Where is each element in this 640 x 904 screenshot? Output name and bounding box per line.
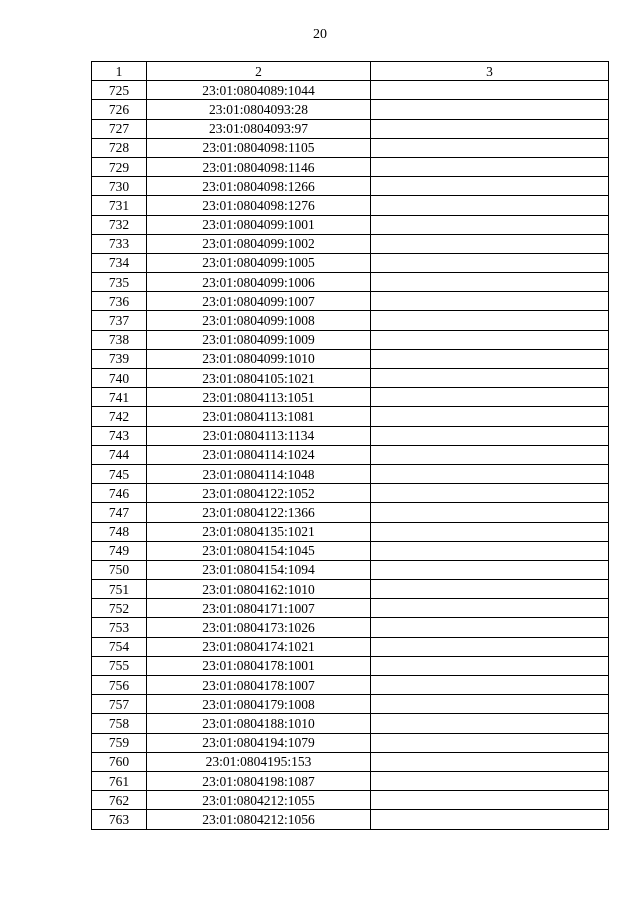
table-row <box>92 388 609 407</box>
table-row <box>92 580 609 599</box>
row-number-cell: 738 <box>92 330 147 349</box>
table-row <box>92 503 609 522</box>
table-row <box>92 311 609 330</box>
row-number-cell: 742 <box>92 407 147 426</box>
cadastral-number-cell: 23:01:0804198:1087 <box>147 771 371 790</box>
table-row <box>92 695 609 714</box>
table-row <box>92 369 609 388</box>
row-number-cell: 735 <box>92 273 147 292</box>
table-row <box>92 196 609 215</box>
row-number-cell: 761 <box>92 771 147 790</box>
table-row <box>92 234 609 253</box>
notes-cell <box>371 752 609 771</box>
notes-cell <box>371 177 609 196</box>
row-number-cell: 757 <box>92 695 147 714</box>
cadastral-number-cell: 23:01:0804122:1366 <box>147 503 371 522</box>
row-number-cell: 753 <box>92 618 147 637</box>
row-number-cell: 752 <box>92 599 147 618</box>
cadastral-number-cell: 23:01:0804099:1001 <box>147 215 371 234</box>
notes-cell <box>371 234 609 253</box>
notes-cell <box>371 196 609 215</box>
cadastral-number-cell: 23:01:0804212:1055 <box>147 791 371 810</box>
notes-cell <box>371 349 609 368</box>
table-row <box>92 714 609 733</box>
row-number-cell: 751 <box>92 580 147 599</box>
row-number-cell: 741 <box>92 388 147 407</box>
notes-cell <box>371 771 609 790</box>
cadastral-number-cell: 23:01:0804154:1045 <box>147 541 371 560</box>
notes-cell <box>371 119 609 138</box>
row-number-cell: 744 <box>92 445 147 464</box>
row-number-cell: 758 <box>92 714 147 733</box>
notes-cell <box>371 138 609 157</box>
table-row <box>92 119 609 138</box>
table-row <box>92 100 609 119</box>
cadastral-number-cell: 23:01:0804089:1044 <box>147 81 371 100</box>
row-number-cell: 740 <box>92 369 147 388</box>
cadastral-number-cell: 23:01:0804162:1010 <box>147 580 371 599</box>
row-number-cell: 763 <box>92 810 147 829</box>
table-row <box>92 637 609 656</box>
table-header <box>92 62 609 81</box>
notes-cell <box>371 618 609 637</box>
notes-cell <box>371 733 609 752</box>
row-number-cell: 754 <box>92 637 147 656</box>
notes-cell <box>371 791 609 810</box>
notes-cell <box>371 695 609 714</box>
table-row <box>92 541 609 560</box>
cadastral-number-cell: 23:01:0804154:1094 <box>147 560 371 579</box>
header-cell-col-3: 3 <box>371 62 609 81</box>
row-number-cell: 745 <box>92 464 147 483</box>
notes-cell <box>371 714 609 733</box>
table-row <box>92 464 609 483</box>
table-row <box>92 81 609 100</box>
row-number-cell: 747 <box>92 503 147 522</box>
cadastral-number-cell: 23:01:0804098:1105 <box>147 138 371 157</box>
notes-cell <box>371 426 609 445</box>
row-number-cell: 729 <box>92 157 147 176</box>
notes-cell <box>371 407 609 426</box>
cadastral-number-cell: 23:01:0804188:1010 <box>147 714 371 733</box>
row-number-cell: 725 <box>92 81 147 100</box>
row-number-cell: 734 <box>92 253 147 272</box>
notes-cell <box>371 253 609 272</box>
notes-cell <box>371 484 609 503</box>
notes-cell <box>371 676 609 695</box>
page-number: 20 <box>313 27 327 42</box>
row-number-cell: 743 <box>92 426 147 445</box>
notes-cell <box>371 580 609 599</box>
cadastral-number-cell: 23:01:0804098:1266 <box>147 177 371 196</box>
notes-cell <box>371 637 609 656</box>
cadastral-number-cell: 23:01:0804098:1146 <box>147 157 371 176</box>
row-number-cell: 732 <box>92 215 147 234</box>
row-number-cell: 748 <box>92 522 147 541</box>
notes-cell <box>371 215 609 234</box>
cadastral-number-cell: 23:01:0804098:1276 <box>147 196 371 215</box>
cadastral-number-cell: 23:01:0804099:1006 <box>147 273 371 292</box>
cadastral-number-cell: 23:01:0804093:97 <box>147 119 371 138</box>
row-number-cell: 728 <box>92 138 147 157</box>
row-number-cell: 736 <box>92 292 147 311</box>
row-number-cell: 731 <box>92 196 147 215</box>
registry-table <box>91 61 609 830</box>
notes-cell <box>371 311 609 330</box>
cadastral-number-cell: 23:01:0804099:1009 <box>147 330 371 349</box>
row-number-cell: 726 <box>92 100 147 119</box>
cadastral-number-cell: 23:01:0804122:1052 <box>147 484 371 503</box>
cadastral-number-cell: 23:01:0804195:153 <box>147 752 371 771</box>
cadastral-number-cell: 23:01:0804113:1134 <box>147 426 371 445</box>
notes-cell <box>371 656 609 675</box>
cadastral-number-cell: 23:01:0804114:1048 <box>147 464 371 483</box>
cadastral-number-cell: 23:01:0804178:1007 <box>147 676 371 695</box>
row-number-cell: 737 <box>92 311 147 330</box>
notes-cell <box>371 464 609 483</box>
table-row <box>92 752 609 771</box>
cadastral-number-cell: 23:01:0804174:1021 <box>147 637 371 656</box>
row-number-cell: 749 <box>92 541 147 560</box>
cadastral-number-cell: 23:01:0804135:1021 <box>147 522 371 541</box>
cadastral-number-cell: 23:01:0804099:1005 <box>147 253 371 272</box>
header-cell-col-2: 2 <box>147 62 371 81</box>
cadastral-number-cell: 23:01:0804212:1056 <box>147 810 371 829</box>
cadastral-number-cell: 23:01:0804113:1051 <box>147 388 371 407</box>
cadastral-number-cell: 23:01:0804099:1007 <box>147 292 371 311</box>
cadastral-number-cell: 23:01:0804178:1001 <box>147 656 371 675</box>
table-row <box>92 349 609 368</box>
row-number-cell: 759 <box>92 733 147 752</box>
table-row <box>92 733 609 752</box>
notes-cell <box>371 560 609 579</box>
row-number-cell: 746 <box>92 484 147 503</box>
table-row <box>92 656 609 675</box>
row-number-cell: 733 <box>92 234 147 253</box>
row-number-cell: 739 <box>92 349 147 368</box>
table-row <box>92 599 609 618</box>
row-number-cell: 755 <box>92 656 147 675</box>
table-row <box>92 330 609 349</box>
notes-cell <box>371 445 609 464</box>
row-number-cell: 756 <box>92 676 147 695</box>
table-row <box>92 426 609 445</box>
table-row <box>92 618 609 637</box>
notes-cell <box>371 157 609 176</box>
table-row <box>92 138 609 157</box>
notes-cell <box>371 100 609 119</box>
table-row <box>92 292 609 311</box>
notes-cell <box>371 81 609 100</box>
table-row <box>92 253 609 272</box>
cadastral-number-cell: 23:01:0804171:1007 <box>147 599 371 618</box>
table-row <box>92 676 609 695</box>
notes-cell <box>371 273 609 292</box>
table-row <box>92 791 609 810</box>
row-number-cell: 750 <box>92 560 147 579</box>
cadastral-number-cell: 23:01:0804114:1024 <box>147 445 371 464</box>
table-row <box>92 177 609 196</box>
cadastral-number-cell: 23:01:0804099:1010 <box>147 349 371 368</box>
table-row <box>92 445 609 464</box>
cadastral-number-cell: 23:01:0804173:1026 <box>147 618 371 637</box>
header-cell-col-1: 1 <box>92 62 147 81</box>
table-row <box>92 215 609 234</box>
table-row <box>92 407 609 426</box>
row-number-cell: 760 <box>92 752 147 771</box>
table-row <box>92 522 609 541</box>
table-row <box>92 157 609 176</box>
cadastral-number-cell: 23:01:0804099:1008 <box>147 311 371 330</box>
cadastral-number-cell: 23:01:0804099:1002 <box>147 234 371 253</box>
cadastral-number-cell: 23:01:0804113:1081 <box>147 407 371 426</box>
table-row <box>92 810 609 829</box>
table-body <box>92 81 609 829</box>
table-row <box>92 560 609 579</box>
row-number-cell: 762 <box>92 791 147 810</box>
notes-cell <box>371 810 609 829</box>
table-row <box>92 771 609 790</box>
header-row <box>92 62 609 81</box>
cadastral-number-cell: 23:01:0804093:28 <box>147 100 371 119</box>
row-number-cell: 730 <box>92 177 147 196</box>
cadastral-number-cell: 23:01:0804179:1008 <box>147 695 371 714</box>
notes-cell <box>371 369 609 388</box>
notes-cell <box>371 522 609 541</box>
table-row <box>92 484 609 503</box>
notes-cell <box>371 388 609 407</box>
notes-cell <box>371 330 609 349</box>
notes-cell <box>371 541 609 560</box>
table-row <box>92 273 609 292</box>
notes-cell <box>371 292 609 311</box>
row-number-cell: 727 <box>92 119 147 138</box>
notes-cell <box>371 503 609 522</box>
notes-cell <box>371 599 609 618</box>
cadastral-number-cell: 23:01:0804105:1021 <box>147 369 371 388</box>
cadastral-number-cell: 23:01:0804194:1079 <box>147 733 371 752</box>
